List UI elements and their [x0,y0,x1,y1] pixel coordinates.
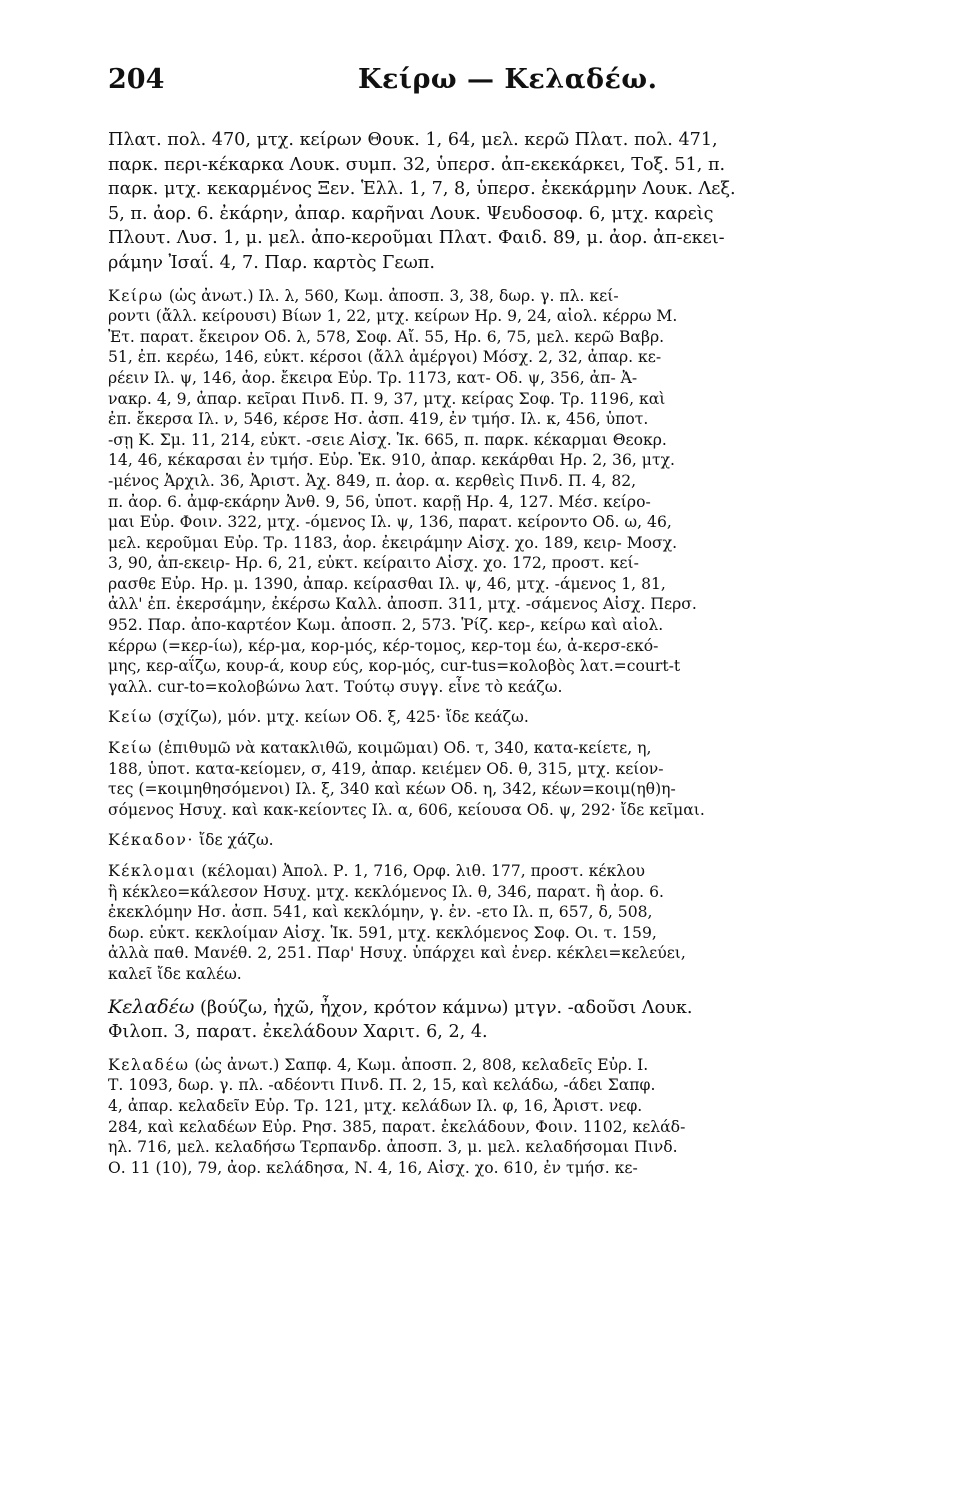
entry-line [108,512,884,533]
entry-text: ράμην Ἰσαΐ. 4, 7. Παρ. καρτὸς Γεωπ. [108,252,435,273]
entry-text: 3, 90, ἀπ-εκειρ- Ηρ. 6, 21, εὐκτ. κείραιτο Αἰσχ. χο. 172, προστ. κεί- [108,554,639,573]
entry-line [108,738,884,759]
dictionary-entry [108,738,884,820]
dictionary-entry [108,707,884,728]
page-number: 204 [108,64,165,95]
entry-text: 14, 46, κέκαρσαι ἐν τμήσ. Εὐρ. Ἑκ. 910, ἀπαρ. κεκάρθαι Ηρ. 2, 36, μτχ. [108,451,675,470]
entry-line [108,1055,884,1076]
entry-text: -μένος Ἀρχιλ. 36, Ἀριστ. Ἀχ. 849, π. ἀορ. α. κερθεὶς Πινδ. Π. 4, 82, [108,471,637,490]
entry-line [108,1020,884,1045]
entry-text: παρκ. μτχ. κεκαρμένος Ξεν. Ἑλλ. 1, 7, 8, ὑπερσ. ἐκεκάρμην Λουκ. Λεξ. [108,179,736,200]
entry-text: 284, καὶ κελαδέων Εὐρ. Ρησ. 385, παρατ. ἐκελάδουν, Φοιν. 1102, κελάδ- [108,1117,686,1136]
entry-line [108,656,884,677]
entry-text: ἢ κέκλεο=κάλεσον Ησυχ. μτχ. κεκλόμενος Ιλ. θ, 346, παρατ. ἢ ἀορ. 6. [108,882,664,901]
entry-lemma: Κέκαδον· [108,831,195,850]
entry-line [108,902,884,923]
entry-line [108,759,884,780]
entry-line [108,251,884,276]
entry-text: 4, ἀπαρ. κελαδεῖν Εὐρ. Τρ. 121, μτχ. κελάδων Ιλ. φ, 16, Ἀριστ. νεφ. [108,1096,643,1115]
entry-line [108,594,884,615]
entry-text: γαλλ. cur-to=κολοβώνω λατ. Τούτῳ συγγ. εἶνε τὸ κεάζω. [108,677,563,696]
entry-text: ροντι (ἄλλ. κείρουσι) Βίων 1, 22, μτχ. κείρων Ηρ. 9, 24, αἰολ. κέρρω Μ. [108,307,678,326]
entry-text: ἀλλὰ παθ. Μανέθ. 2, 251. Παρ' Ησυχ. ὑπάρχει καὶ ἐνερ. κέκλει=κελεύει, [108,944,686,963]
entry-line [108,128,884,153]
entry-line [108,636,884,657]
entry-text: κέρρω (=κερ-ίω), κέρ-μα, κορ-μός, κέρ-τομος, κερ-τομ έω, ἀ-κερσ-εκό- [108,636,659,655]
entry-text: -σῃ Κ. Σμ. 11, 214, εὐκτ. -σειε Αἰσχ. Ἱκ. 665, π. παρκ. κέκαρμαι Θεοκρ. [108,430,667,449]
entry-line [108,964,884,985]
entry-line [108,943,884,964]
entry-text: (κέλομαι) Ἀπολ. Ρ. 1, 716, Ορφ. λιθ. 177, προστ. κέκλου [196,862,645,880]
page-header [108,60,884,100]
entry-line [108,830,884,851]
entry-line [108,430,884,451]
entry-text: 5, π. ἀορ. 6. ἐκάρην, ἀπαρ. καρῆναι Λουκ. Ψευδοσοφ. 6, μτχ. καρεὶς [108,203,714,224]
dictionary-entry [108,286,884,698]
entry-line [108,1096,884,1117]
entry-line [108,861,884,882]
entry-text: παρκ. περι-κέκαρκα Λουκ. συμπ. 32, ὑπερσ. ἀπ-εκεκάρκει, Τοξ. 51, π. [108,154,726,175]
entry-text: 51, ἐπ. κερέω, 146, εὐκτ. κέρσοι (ἄλλ ἀμέργοι) Μόσχ. 2, 32, ἀπαρ. κε- [108,348,662,367]
entry-text: δωρ. εὐκτ. κεκλοίμαν Αἰσχ. Ἱκ. 591, μτχ. κεκλόμενος Σοφ. Οι. τ. 159, [108,923,657,942]
entry-line [108,615,884,636]
entry-line [108,574,884,595]
entry-line [108,1117,884,1138]
entry-text: Ἐτ. παρατ. ἔκειρον Οδ. λ, 578, Σοφ. Αἴ. 55, Ηρ. 6, 75, μελ. κερῶ Βαβρ. [108,327,665,346]
entry-text: (βούζω, ἠχῶ, ἦχον, κρότον κάμνω) μτγν. -αδοῦσι Λουκ. [194,997,693,1018]
entry-line [108,779,884,800]
dictionary-entry [108,830,884,851]
entry-text: Φιλοπ. 3, παρατ. ἐκελάδουν Χαριτ. 6, 2, 4. [108,1022,488,1043]
entry-line [108,492,884,513]
entry-text: ἴδε χάζω. [194,831,274,850]
entry-text: καλεῖ ἴδε καλέω. [108,964,242,983]
entry-text: Πλουτ. Λυσ. 1, μ. μελ. ἀπο-κεροῦμαι Πλατ. Φαιδ. 89, μ. ἀορ. ἀπ-εκει- [108,228,725,249]
entry-line [108,471,884,492]
entry-line [108,347,884,368]
entry-line [108,450,884,471]
entry-text: ρέειν Ιλ. ψ, 146, ἀορ. ἔκειρα Εὐρ. Τρ. 1173, κατ- Οδ. ψ, 356, ἀπ- Ἀ- [108,368,638,387]
entry-text: νακρ. 4, 9, ἀπαρ. κεῖραι Πινδ. Π. 9, 37, μτχ. κείρας Σοφ. Τρ. 1196, καὶ [108,389,666,408]
entry-text: ἐκεκλόμην Ησ. ἀσπ. 541, καὶ κεκλόμην, γ. ἐν. -ετο Ιλ. π, 657, δ, 508, [108,903,653,922]
entry-text: (ἐπιθυμῶ νὰ κατακλιθῶ, κοιμῶμαι) Οδ. τ, 340, κατα-κείετε, η, [152,739,652,758]
entry-text: τες (=κοιμηθησόμενοι) Ιλ. ξ, 340 καὶ κέων Οδ. η, 342, κέων=κοιμ(ηθ)η- [108,780,676,799]
entry-line [108,800,884,821]
entry-line [108,202,884,227]
entry-line [108,882,884,903]
entry-line [108,707,884,728]
entry-text: (ὡς ἀνωτ.) Ιλ. λ, 560, Κωμ. ἀποσπ. 3, 38, δωρ. γ. πλ. κεί- [163,286,619,305]
entry-line [108,677,884,698]
entry-lemma: Κελαδέω [108,995,195,1018]
entries-column [108,128,884,1178]
entry-line [108,533,884,554]
entry-text: 952. Παρ. ἀπο-καρτέον Κωμ. ἀποσπ. 2, 573. Ῥίζ. κερ-, κείρω καὶ αἰολ. [108,616,664,635]
dictionary-entry [108,861,884,985]
entry-text: π. ἀορ. 6. ἀμφ-εκάρην Ἀνθ. 9, 56, ὑποτ. καρῇ Ηρ. 4, 127. Μέσ. κείρο- [108,492,651,511]
entry-lemma: Κελαδέω [108,1055,190,1074]
entry-lemma: Κέκλομαι [108,862,197,880]
entry-lemma: Κείω [108,708,153,727]
entry-line [108,409,884,430]
entry-lemma: Κείρω [108,286,164,305]
entry-text: 188, ὑποτ. κατα-κείομεν, σ, 419, ἀπαρ. κειέμεν Οδ. θ, 315, μτχ. κείον- [108,759,664,778]
entry-text: Πλατ. πολ. 470, μτχ. κείρων Θουκ. 1, 64, μελ. κερῶ Πλατ. πολ. 471, [108,130,718,150]
entry-line [108,226,884,251]
entry-line [108,177,884,202]
entry-line [108,1137,884,1158]
entry-text: (ὡς ἀνωτ.) Σαπφ. 4, Κωμ. ἀποσπ. 2, 808, κελαδεῖς Εὐρ. Ι. [189,1055,649,1074]
entry-text: Ο. 11 (10), 79, ἀορ. κελάδησα, Ν. 4, 16, Αἰσχ. χο. 610, ἐν τμήσ. κε- [108,1158,638,1177]
entry-text: (σχίζω), μόν. μτχ. κείων Οδ. ξ, 425· ἴδε κεάζω. [152,708,529,727]
entry-text: μης, κερ-αΐζω, κουρ-ά, κουρ εύς, κορ-μός, cur-tus=κολοβὸς λατ.=court-t [108,657,681,676]
entry-line [108,1158,884,1179]
entry-text: Τ. 1093, δωρ. γ. πλ. -αδέοντι Πινδ. Π. 2, 15, καὶ κελάδω, -άδει Σαπφ. [108,1076,656,1095]
dictionary-entry [108,1055,884,1179]
entry-text: ἐπ. ἔκερσα Ιλ. ν, 546, κέρσε Ησ. ἀσπ. 419, ἐν τμήσ. Ιλ. κ, 456, ὑποτ. [108,410,649,429]
entry-text: μαι Εὐρ. Φοιν. 322, μτχ. -όμενος Ιλ. ψ, 136, παρατ. κείροντο Οδ. ω, 46, [108,513,672,532]
entry-line [108,553,884,574]
entry-line [108,368,884,389]
entry-line [108,923,884,944]
entry-text: σόμενος Ησυχ. καὶ κακ-κείοντες Ιλ. α, 606, κείουσα Οδ. ψ, 292· ἴδε κεῖμαι. [108,800,705,819]
dictionary-entry [108,995,884,1045]
entry-line [108,389,884,410]
entry-line [108,1075,884,1096]
running-head: Κείρω — Κελαδέω. [358,64,658,95]
dictionary-entry [108,128,884,276]
entry-text: ἀλλ' ἐπ. ἐκερσάμην, ἐκέρσω Καλλ. ἀποσπ. 311, μτχ. -σάμενος Αἰσχ. Περσ. [108,595,697,614]
entry-lemma: Κείω [108,739,153,758]
entry-line [108,306,884,327]
entry-text: ρασθε Εὐρ. Ηρ. μ. 1390, ἀπαρ. κείρασθαι Ιλ. ψ, 46, μτχ. -άμενος 1, 81, [108,574,666,593]
entry-line [108,995,884,1021]
entry-line [108,286,884,307]
entry-line [108,327,884,348]
entry-text: ηλ. 716, μελ. κελαδήσω Τερπανδρ. ἀποσπ. 3, μ. μελ. κελαδήσομαι Πινδ. [108,1138,678,1157]
entry-text: μελ. κεροῦμαι Εὐρ. Τρ. 1183, ἀορ. ἐκειράμην Αἰσχ. χο. 189, κειρ- Μοσχ. [108,533,678,552]
entry-line [108,153,884,178]
